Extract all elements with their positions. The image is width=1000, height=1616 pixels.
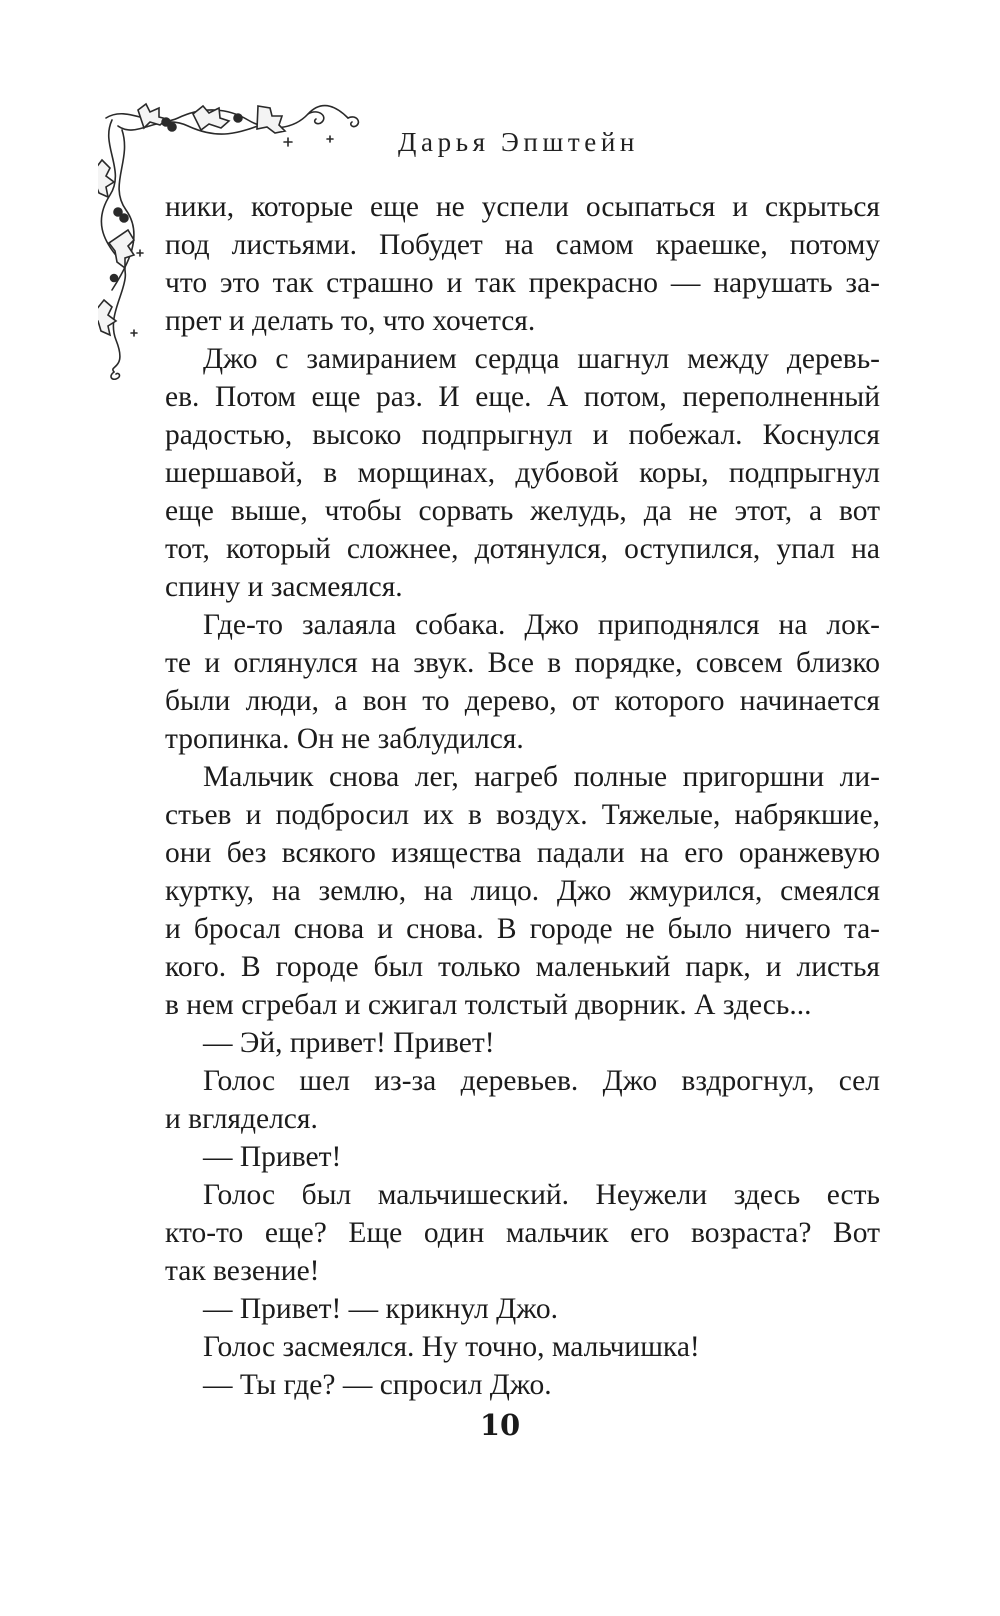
text-line: стьев и подбросил их в воздух. Тяжелые, набрякшие, xyxy=(165,799,880,831)
text-line: куртку, на землю, на лицо. Джо жмурился, смеялся xyxy=(165,875,880,907)
text-line: и бросал снова и снова. В городе не было ничего та- xyxy=(165,913,880,945)
text-line: что это так страшно и так прекрасно — нарушать за- xyxy=(165,267,880,299)
text-line: те и оглянулся на звук. Все в порядке, совсем близко xyxy=(165,647,880,679)
text-line: — Ты где? — спросил Джо. xyxy=(203,1369,552,1401)
text-line: и вгляделся. xyxy=(165,1103,318,1135)
text-line: Где-то залаяла собака. Джо приподнялся на лок- xyxy=(203,609,880,641)
text-line: радостью, высоко подпрыгнул и побежал. Коснулся xyxy=(165,419,880,451)
text-line: шершавой, в морщинах, дубовой коры, подпрыгнул xyxy=(165,457,880,489)
text-line: в нем сгребал и сжигал толстый дворник. А здесь... xyxy=(165,989,812,1021)
text-line: спину и засмеялся. xyxy=(165,571,403,603)
text-line: — Привет! — крикнул Джо. xyxy=(203,1293,558,1325)
text-line: прет и делать то, что хочется. xyxy=(165,305,536,337)
text-line: ев. Потом еще раз. И еще. А потом, переполненный xyxy=(165,381,880,413)
text-line: кого. В городе был только маленький парк, и листья xyxy=(165,951,880,983)
text-line: ники, которые еще не успели осыпаться и скрыться xyxy=(165,191,880,223)
text-line: тропинка. Он не заблудился. xyxy=(165,723,524,755)
text-line: — Привет! xyxy=(203,1141,342,1173)
running-head-author: Дарья Эпштейн xyxy=(398,127,639,157)
text-line: Джо с замиранием сердца шагнул между деревь- xyxy=(203,343,880,375)
text-line: так везение! xyxy=(165,1255,320,1287)
text-line: — Эй, привет! Привет! xyxy=(203,1027,495,1059)
text-line: кто-то еще? Еще один мальчик его возраста? Вот xyxy=(165,1217,880,1249)
text-line: Голос засмеялся. Ну точно, мальчишка! xyxy=(203,1331,700,1363)
text-line: Голос был мальчишеский. Неужели здесь есть xyxy=(203,1179,880,1211)
text-line: тот, который сложнее, дотянулся, оступился, упал на xyxy=(165,533,880,565)
text-line: Голос шел из-за деревьев. Джо вздрогнул, сел xyxy=(203,1065,880,1097)
text-line: еще выше, чтобы сорвать желудь, да не этот, а вот xyxy=(165,495,880,527)
text-line: они без всякого изящества падали на его оранжевую xyxy=(165,837,880,869)
page-number: 10 xyxy=(479,1408,521,1442)
text-line: были люди, а вон то дерево, от которого начинается xyxy=(165,685,880,717)
text-line: под листьями. Побудет на самом краешке, потому xyxy=(165,229,880,261)
text-line: Мальчик снова лег, нагреб полные пригоршни ли- xyxy=(203,761,880,793)
